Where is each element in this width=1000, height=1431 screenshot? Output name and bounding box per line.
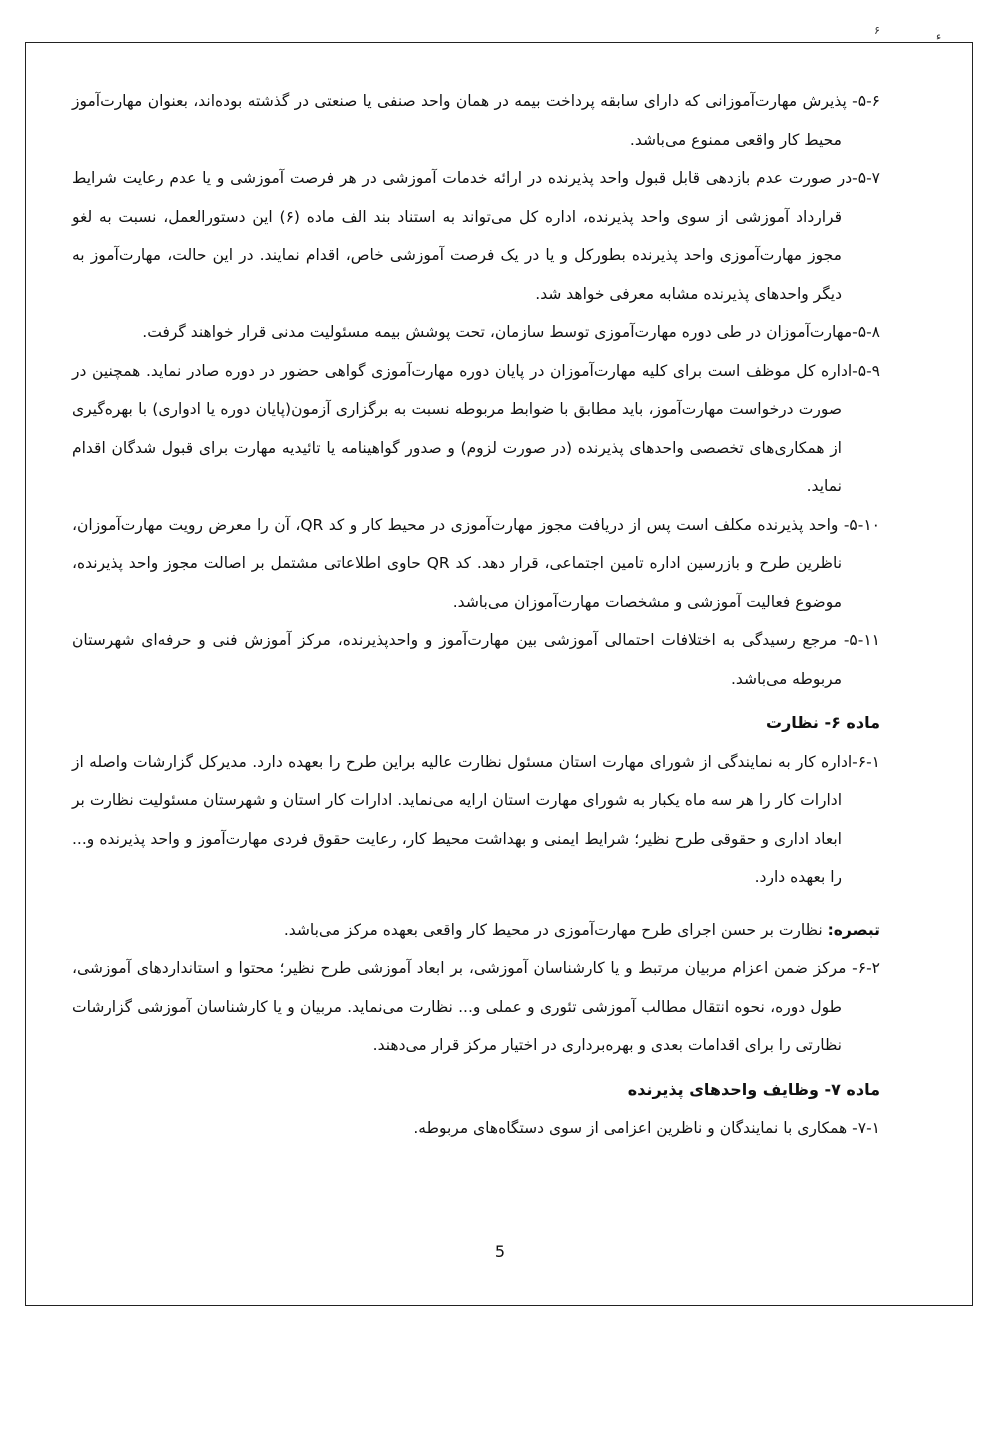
article5-item-11: ۵-۱۱- مرجع رسیدگی به اختلافات احتمالی آموزشی بین مهارت‌آموز و واحدپذیرنده، مرکز آموزش فنی و حرفه‌ای شهرستان مربوطه می‌باشد.: [72, 631, 880, 688]
note-text: نظارت بر حسن اجرای طرح مهارت‌آموزی در محیط کار واقعی بعهده مرکز می‌باشد.: [283, 920, 828, 939]
scan-mark: ۶: [874, 24, 880, 37]
article5-item-10: ۵-۱۰- واحد پذیرنده مکلف است پس از دریافت مجوز مهارت‌آموزی در محیط کار و کد QR، آن را معرض رویت مهارت‌آموزان، ناظرین طرح و بازرسین اداره تامین اجتماعی، قرار دهد. کد QR حاوی اطلاعاتی مشتمل بر اصالت مجوز واحد پذیرنده، موضوع فعالیت آموزشی و مشخصات مهارت‌آموزان می‌باشد.: [72, 515, 880, 611]
article5-item-9: ۵-۹-اداره کل موظف است برای کلیه مهارت‌آموزان در پایان دوره مهارت‌آموزی گواهی حضور در دوره صادر نماید. همچنین در صورت درخواست مهارت‌آموز، باید مطابق با ضوابط مربوطه نسبت به برگزاری آزمون(پایان دوره یا ادواری) با بهره‌گیری از همکاری‌های تخصصی واحدهای پذیرنده (در صورت لزوم) و صدور گواهینامه یا تائیدیه مهارت برای قبول شدگان اقدام نماید.: [72, 361, 880, 495]
article6-item-2: ۶-۲- مرکز ضمن اعزام مربیان مرتبط و یا کارشناسان آموزشی، بر ابعاد آموزشی طرح نظیر؛ محتوا و استانداردهای آموزشی، طول دوره، نحوه انتقال مطالب آموزشی تئوری و عملی و... نظارت می‌نماید. مربیان و یا کارشناسان آموزشی گزارشات نظارتی را برای اقدامات بعدی و بهره‌برداری در اختیار مرکز قرار می‌دهند.: [72, 959, 880, 1054]
article7-heading: ماده ۷- وظایف واحدهای پذیرنده: [627, 1079, 880, 1099]
article6-item-1: ۶-۱-اداره کار به نمایندگی از شورای مهارت استان مسئول نظارت عالیه براین طرح را بعهده دارد. مدیرکل گزارشات واصله از ادارات کار را هر سه ماه یکبار به شورای مهارت استان ارایه می‌نماید. ادارات کار استان و شهرستان مسئولیت نظارت بر ابعاد اداری و حقوقی طرح نظیر؛ شرایط ایمنی و بهداشت محیط کار، رعایت حقوق فردی مهارت‌آموز و واحد پذیرنده و... را بعهده دارد.: [72, 752, 880, 886]
page-number: 5: [494, 1242, 506, 1261]
article5-item-8: ۵-۸-مهارت‌آموزان در طی دوره مهارت‌آموزی توسط سازمان، تحت پوشش بیمه مسئولیت مدنی قرار خواهند گرفت.: [142, 323, 880, 341]
scan-mark: ء: [936, 30, 942, 43]
document-body: [72, 82, 880, 1148]
note-label: تبصره:: [827, 920, 880, 939]
article6-heading: ماده ۶- نظارت: [765, 713, 880, 732]
article6-note: [72, 911, 880, 950]
article5-item-6: ۵-۶- پذیرش مهارت‌آموزانی که دارای سابقه پرداخت بیمه در همان واحد صنفی یا صنعتی در گذشته بوده‌اند، بعنوان مهارت‌آموز محیط کار واقعی ممنوع می‌باشد.: [72, 92, 880, 149]
article7-item-1: ۷-۱- همکاری با نمایندگان و ناظرین اعزامی از سوی دستگاه‌های مربوطه.: [413, 1119, 880, 1137]
article5-item-7: ۵-۷-در صورت عدم بازدهی قابل قبول واحد پذیرنده در ارائه خدمات آموزشی در هر فرصت آموزشی و یا عدم رعایت شرایط قرارداد آموزشی از سوی واحد پذیرنده، اداره کل می‌تواند به استناد بند الف ماده (۶) این دستورالعمل، نسبت به لغو مجوز مهارت‌آموزی واحد پذیرنده بطورکل و یا در یک فرصت آموزشی خاص، اقدام نمایند. در این حالت، مهارت‌آموز به دیگر واحدهای پذیرنده مشابه معرفی خواهد شد.: [72, 169, 880, 303]
